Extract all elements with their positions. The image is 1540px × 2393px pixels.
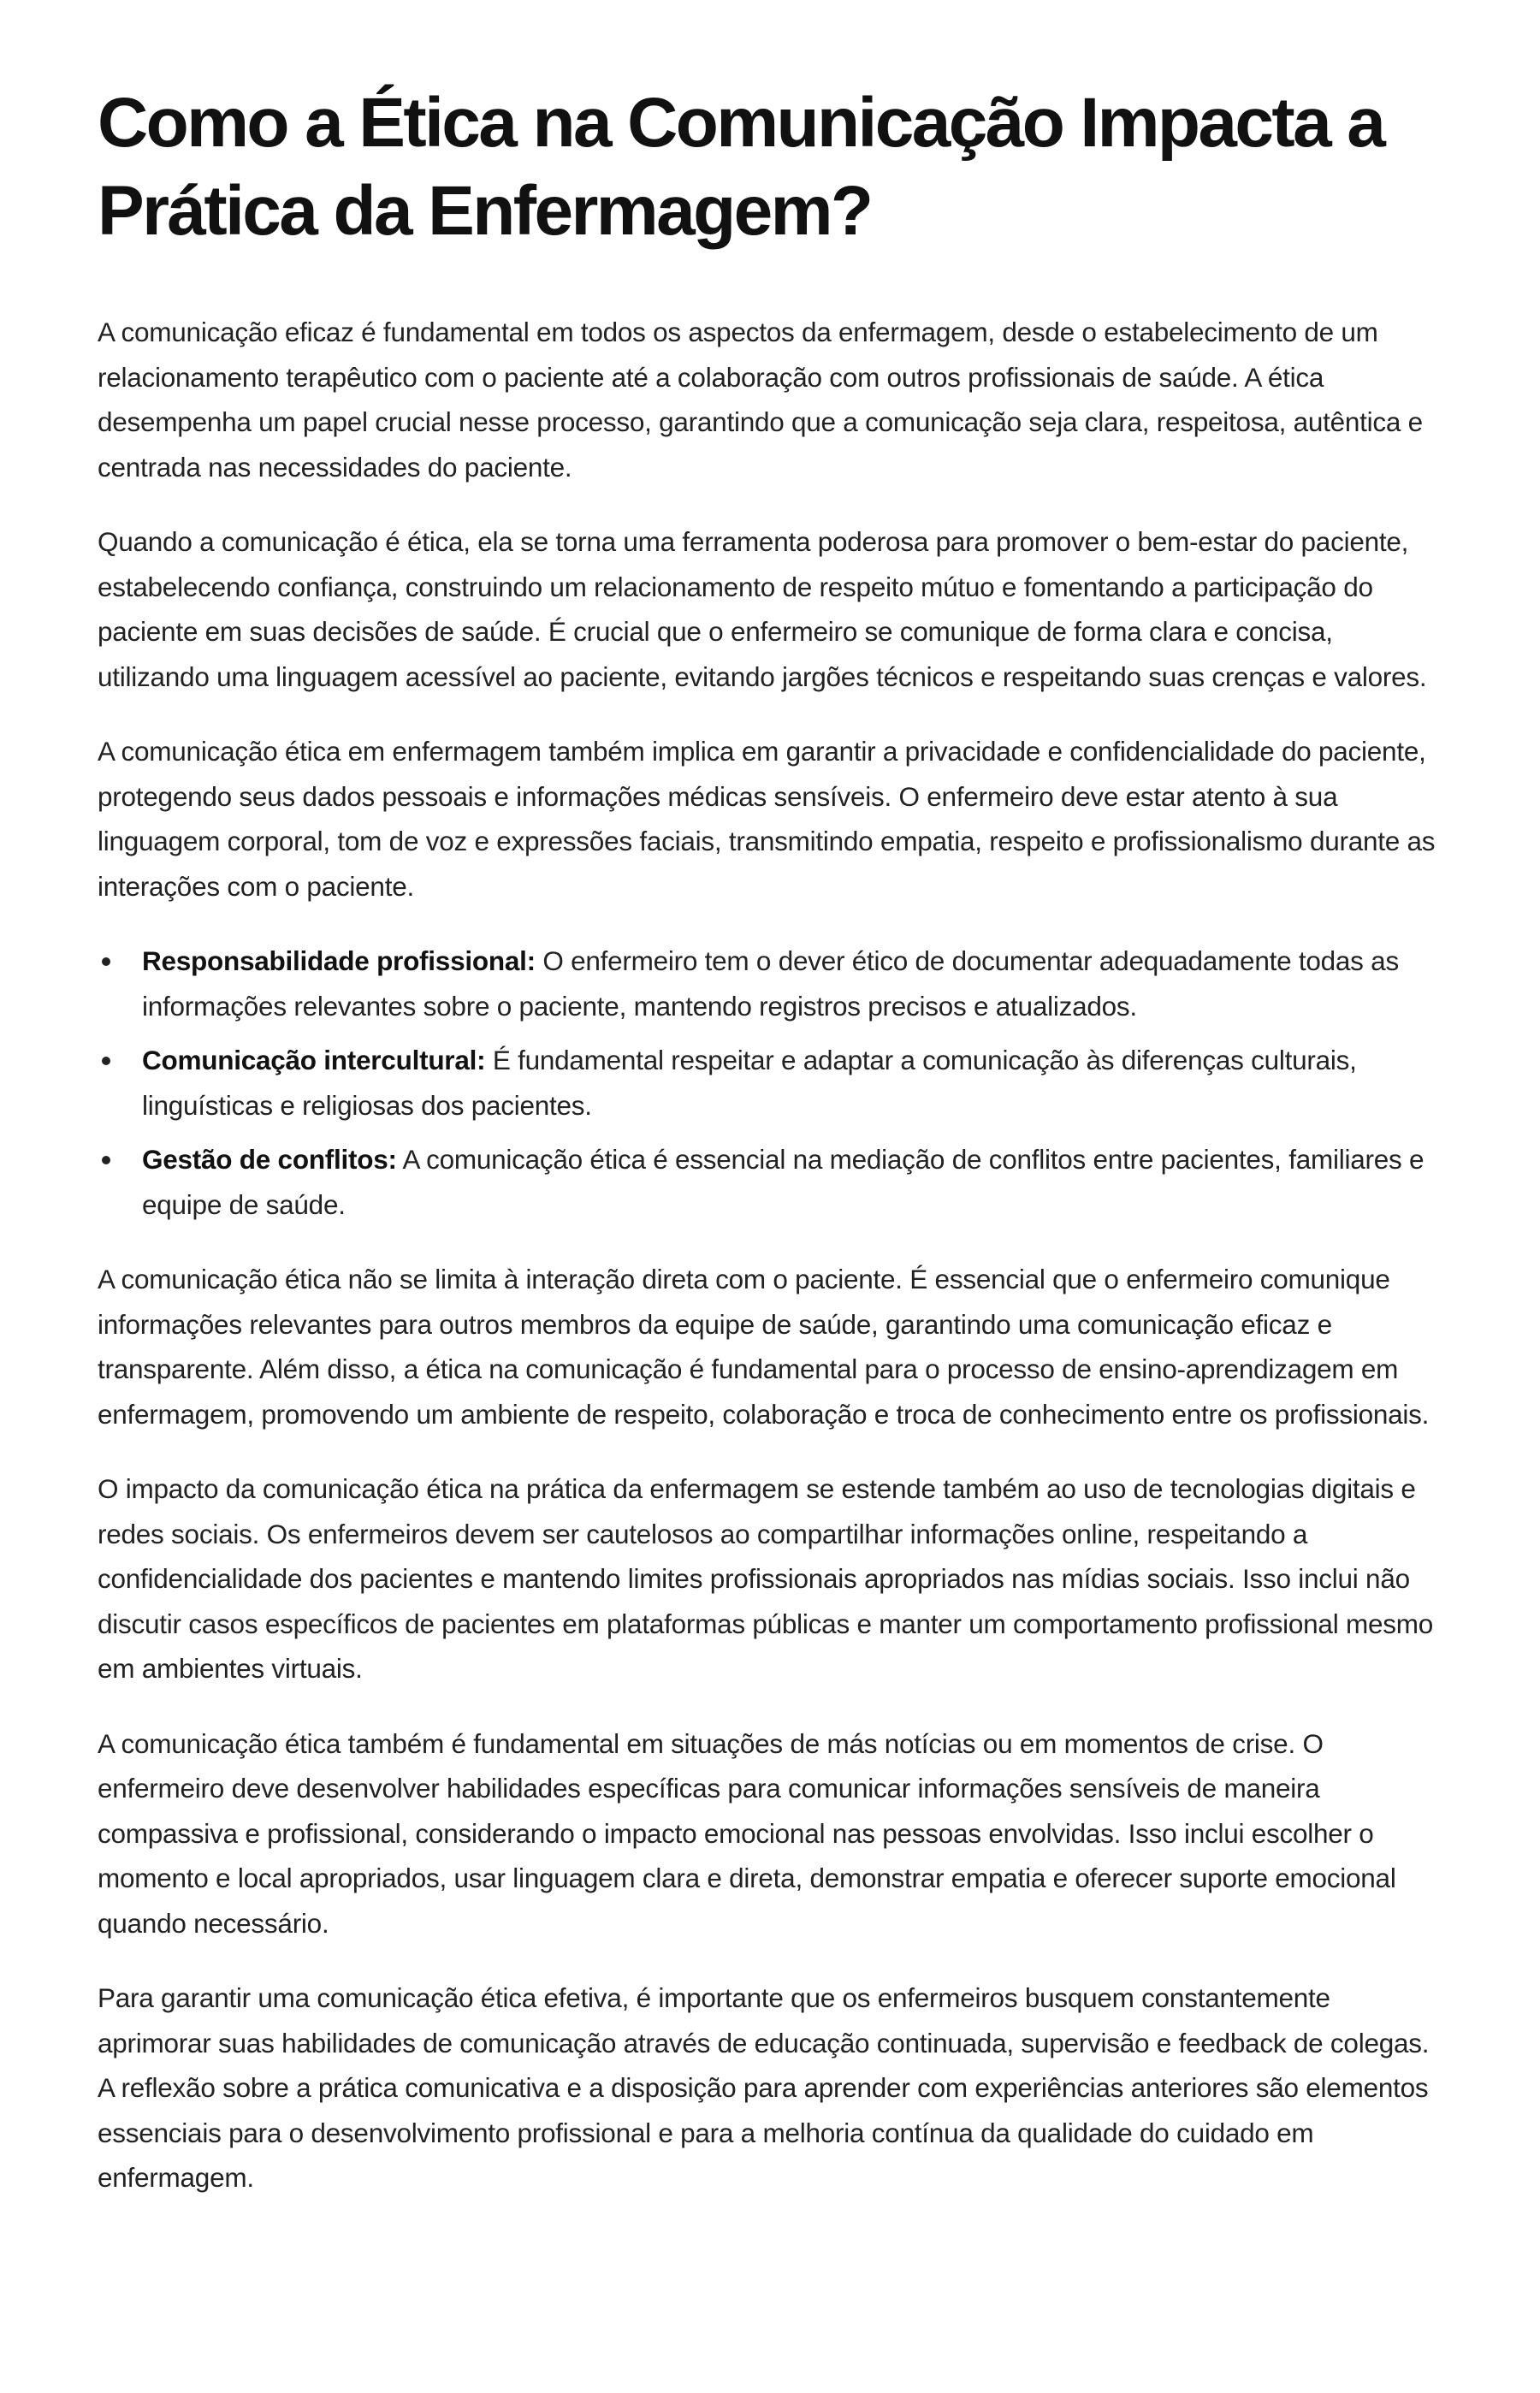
list-item bbox=[98, 1038, 1437, 1128]
list-item-text: A comunicação ética é essencial na mediação de conflitos entre pacientes, familiares e equipe de saúde. bbox=[142, 1144, 1424, 1220]
list-item bbox=[98, 1137, 1437, 1227]
page-title: Como a Ética na Comunicação Impacta a Prática da Enfermagem? bbox=[98, 84, 1384, 250]
list-item-term: Gestão de conflitos: bbox=[142, 1144, 397, 1175]
paragraph-outro-1: A comunicação ética não se limita à interação direta com o paciente. É essencial que o enfermeiro comunique informações relevantes para outros membros da equipe de saúde, garantindo uma comunicação eficaz e transparente. Além disso, a ética na comunicação é fundamental para o processo de ensino-aprendizagem em enfermagem, promovendo um ambiente de respeito, colaboração e troca de conhecimento entre os profissionais. bbox=[98, 1264, 1430, 1430]
bullet-dot-icon bbox=[102, 1057, 110, 1065]
list-item-term: Comunicação intercultural: bbox=[142, 1045, 486, 1075]
bullet-dot-icon bbox=[102, 957, 110, 966]
paragraph-intro-2: Quando a comunicação é ética, ela se torna uma ferramenta poderosa para promover o bem-estar do paciente, estabelecendo confiança, construindo um relacionamento de respeito mútuo e fomentando a participação do paciente em suas decisões de saúde. É crucial que o enfermeiro se comunique de forma clara e concisa, utilizando uma linguagem acessível ao paciente, evitando jargões técnicos e respeitando suas crenças e valores. bbox=[98, 526, 1427, 692]
bullet-list bbox=[98, 939, 1437, 1227]
paragraph-intro-3: A comunicação ética em enfermagem também implica em garantir a privacidade e confidencialidade do paciente, protegendo seus dados pessoais e informações médicas sensíveis. O enfermeiro deve estar atento à sua linguagem corporal, tom de voz e expressões faciais, transmitindo empatia, respeito e profissionalismo durante as interações com o paciente. bbox=[98, 736, 1436, 902]
paragraph-outro-2: O impacto da comunicação ética na prática da enfermagem se estende também ao uso de tecnologias digitais e redes sociais. Os enfermeiros devem ser cautelosos ao compartilhar informações online, respeitando a confidencialidade dos pacientes e mantendo limites profissionais apropriados nas mídias sociais. Isso inclui não discutir casos específicos de pacientes em plataformas públicas e manter um comportamento profissional mesmo em ambientes virtuais. bbox=[98, 1473, 1433, 1684]
list-item-text: É fundamental respeitar e adaptar a comunicação às diferenças culturais, linguísticas e religiosas dos pacientes. bbox=[142, 1045, 1357, 1121]
list-item-text: O enfermeiro tem o dever ético de documentar adequadamente todas as informações relevantes sobre o paciente, mantendo registros precisos e atualizados. bbox=[142, 945, 1399, 1022]
paragraph-outro-3: A comunicação ética também é fundamental em situações de más notícias ou em momentos de crise. O enfermeiro deve desenvolver habilidades específicas para comunicar informações sensíveis de maneira compassiva e profissional, considerando o impacto emocional nas pessoas envolvidas. Isso inclui escolher o momento e local apropriados, usar linguagem clara e direta, demonstrar empatia e oferecer suporte emocional quando necessário. bbox=[98, 1727, 1396, 1939]
paragraph-outro-4: Para garantir uma comunicação ética efetiva, é importante que os enfermeiros busquem constantemente aprimorar suas habilidades de comunicação através de educação continuada, supervisão e feedback de colegas. A reflexão sobre a prática comunicativa e a disposição para aprender com experiências anteriores são elementos essenciais para o desenvolvimento profissional e para a melhoria contínua da qualidade do cuidado em enfermagem. bbox=[98, 1982, 1430, 2193]
bullet-dot-icon bbox=[102, 1156, 110, 1164]
list-item bbox=[98, 939, 1437, 1028]
paragraph-intro-1: A comunicação eficaz é fundamental em todos os aspectos da enfermagem, desde o estabelecimento de um relacionamento terapêutico com o paciente até a colaboração com outros profissionais de saúde. A ética desempenha um papel crucial nesse processo, garantindo que a comunicação seja clara, respeitosa, autêntica e centrada nas necessidades do paciente. bbox=[98, 317, 1423, 483]
list-item-term: Responsabilidade profissional: bbox=[142, 945, 536, 976]
